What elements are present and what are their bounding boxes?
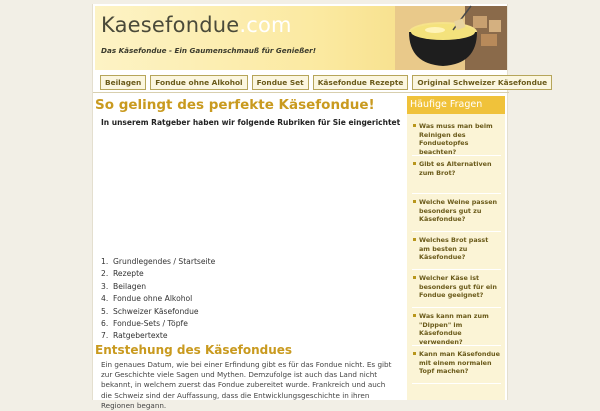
- rubric-link[interactable]: Beilagen: [113, 281, 147, 291]
- main-nav: [93, 72, 548, 92]
- rubric-link[interactable]: Grundlegendes / Startseite: [113, 257, 216, 266]
- rubric-link[interactable]: Schweizer Käsefondue: [113, 306, 199, 316]
- rubric-list: [101, 256, 381, 343]
- list-item[interactable]: 6. Fondue-Sets / Töpfe: [101, 318, 188, 328]
- faq-link[interactable]: Was muss man beim Reinigen des Fonduetopfes beachten?: [419, 122, 493, 156]
- faq-sidebar: [407, 96, 505, 400]
- page-container: [92, 4, 548, 410]
- nav-item-fondue-set[interactable]: Fondue Set: [252, 75, 309, 90]
- faq-item[interactable]: [412, 346, 501, 384]
- faq-item[interactable]: [412, 156, 501, 194]
- list-item[interactable]: 7. Ratgebertexte: [101, 331, 168, 341]
- faq-link[interactable]: Welches Brot passt am besten zu Käsefondue?: [419, 236, 489, 262]
- rubric-link[interactable]: Ratgebertexte: [113, 331, 168, 341]
- square-bullet-icon: [413, 200, 416, 203]
- rubric-link[interactable]: Rezepte: [113, 269, 144, 279]
- faq-item[interactable]: [412, 118, 501, 156]
- list-item[interactable]: 2. Rezepte: [101, 269, 144, 279]
- faq-link[interactable]: Gibt es Alternativen zum Brot?: [419, 160, 492, 177]
- list-item[interactable]: 4. Fondue ohne Alkohol: [101, 294, 193, 304]
- section-title: Entstehung des Käsefondues: [95, 343, 293, 357]
- sidebar-title: Häufige Fragen: [407, 96, 505, 114]
- nav-item-fondue-ohne-alkohol[interactable]: Fondue ohne Alkohol: [150, 75, 247, 90]
- site-tagline: Das Käsefondue - Ein Gaumenschmauß für Genießer!: [101, 46, 316, 55]
- rubric-link[interactable]: Fondue ohne Alkohol: [113, 294, 193, 304]
- nav-item-beilagen[interactable]: Beilagen: [100, 75, 146, 90]
- site-header: [95, 6, 507, 70]
- list-item[interactable]: 1. Grundlegendes / Startseite: [101, 257, 216, 266]
- logo-tld: .com: [239, 13, 292, 37]
- section-text: Ein genaues Datum, wie bei einer Erfindung gibt es für das Fondue nicht. Es gibt zur Geschichte viele Sagen und Mythen. Demzufolge ist auch das Land nicht bekannt, in welchem zuerst das Fondue zubereitet wurde. Frankreich und auch die Schweiz sind der Auffassung, dass die Entwicklungsgeschichte in ihren Regionen begann.: [101, 360, 392, 410]
- faq-link[interactable]: Welche Weine passen besonders gut zu Käsefondue?: [419, 198, 498, 224]
- square-bullet-icon: [413, 124, 416, 127]
- faq-item[interactable]: [412, 194, 501, 232]
- square-bullet-icon: [413, 352, 416, 355]
- nav-item-kaesefondue-rezepte[interactable]: Käsefondue Rezepte: [313, 75, 409, 90]
- page-title: So gelingt des perfekte Käsefondue!: [95, 97, 375, 113]
- fondue-pot-image: [395, 6, 507, 70]
- rubric-link[interactable]: Fondue-Sets / Töpfe: [113, 318, 188, 328]
- nav-divider: [93, 92, 509, 93]
- square-bullet-icon: [413, 238, 416, 241]
- faq-item[interactable]: [412, 270, 501, 308]
- list-item[interactable]: 5. Schweizer Käsefondue: [101, 306, 199, 316]
- faq-link[interactable]: Welcher Käse ist besonders gut für ein Fondue geeignet?: [419, 274, 497, 300]
- logo-main: Kaesefondue: [101, 13, 240, 37]
- square-bullet-icon: [413, 314, 416, 317]
- list-item[interactable]: 3. Beilagen: [101, 281, 147, 291]
- faq-item[interactable]: [412, 308, 501, 346]
- faq-link[interactable]: Was kann man zum "Dippen" im Käsefondue verwenden?: [419, 312, 489, 346]
- nav-item-original-schweizer-kaesefondue[interactable]: Original Schweizer Käsefondue: [412, 75, 552, 90]
- intro-text: In unserem Ratgeber haben wir folgende Rubriken für Sie eingerichtet: [101, 118, 401, 127]
- faq-link[interactable]: Kann man Käsefondue mit einem normalen Topf machen?: [419, 350, 500, 376]
- square-bullet-icon: [413, 276, 416, 279]
- square-bullet-icon: [413, 162, 416, 165]
- faq-list: [407, 114, 505, 384]
- faq-item[interactable]: [412, 232, 501, 270]
- site-logo[interactable]: [101, 13, 292, 37]
